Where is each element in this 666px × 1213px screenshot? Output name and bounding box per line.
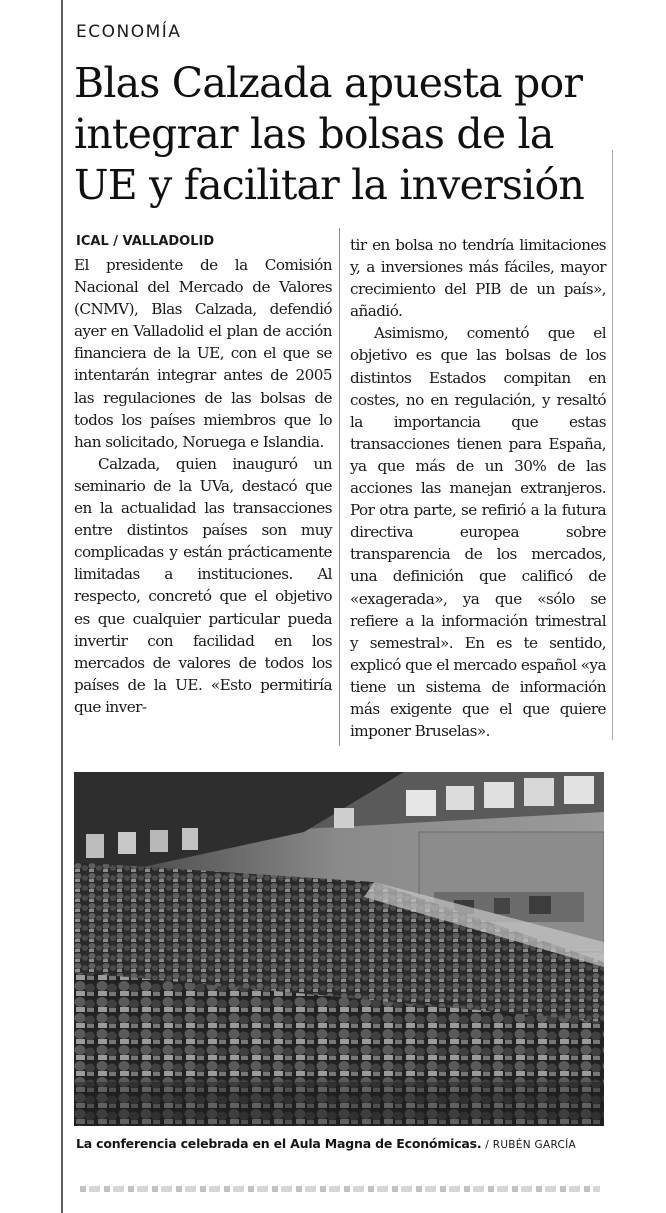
paragraph: Asimismo, comentó que el objetivo es que las bolsas de los distintos Estados compitan en costes, no en regulación, y resaltó la importancia que estas transacciones tienen para España, ya que más de un 30% de las acciones las manejan extranjeros. Por otra parte, se refirió a la futura directiva europea sobre transparencia de los mercados, una definición que calificó de «exagerada», ya que «sólo se refiere a la información trimestral y semestral». En es te sentido, explicó que el mercado español «ya tiene un sistema de información más exigente que el que quiere imponer Bruselas». [350,324,606,741]
article-column-2 [350,234,606,742]
article-column-1 [74,254,332,718]
paragraph: Calzada, quien inauguró un seminario de la UVa, destacó que en la actualidad las transacciones entre distintos países son muy complicadas y están prácticamente limitadas a instituciones. Al respecto, concretó que el objetivo es que cualquier particular pueda invertir con facilidad en los mercados de valores de todos los países de la UE. «Esto permitiría que inver- [74,454,332,716]
paragraph: El presidente de la Comisión Nacional del Mercado de Valores (CNMV), Blas Calzada, defendió ayer en Valladolid el plan de acción financiera de la UE, con el que se intentarán integrar antes de 2005 las regulaciones de las bolsas de todos los países miembros que lo han solicitado, Noruega e Islandia. [74,256,332,451]
byline: ICAL / VALLADOLID [76,234,215,249]
headline-line-1: Blas Calzada apuesta por [74,59,583,107]
auditorium-image [74,772,604,1126]
photo-caption [76,1136,576,1151]
paragraph: tir en bolsa no tendría limitaciones y, a inversiones más fáciles, mayor crecimiento del PIB de un país», añadió. [350,236,606,321]
conference-photo [74,772,604,1126]
scan-artifact [80,1186,600,1192]
headline-line-3: UE y facilitar la inversión [74,161,584,209]
column-separator [339,228,340,746]
right-column-rule [612,150,613,740]
left-page-edge [61,0,63,1213]
caption-text: La conferencia celebrada en el Aula Magna de Económicas. [76,1136,482,1151]
headline [74,58,614,211]
section-label: ECONOMÍA [76,22,182,42]
photo-credit: / RUBÉN GARCÍA [485,1139,577,1151]
headline-line-2: integrar las bolsas de la [74,110,554,158]
